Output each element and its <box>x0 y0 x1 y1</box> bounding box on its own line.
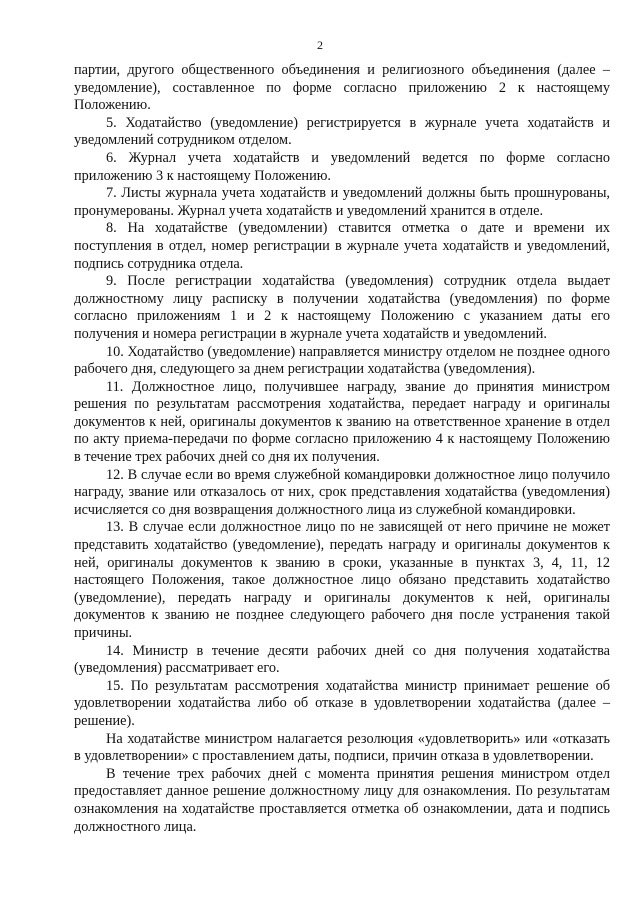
paragraph: На ходатайстве министром налагается резолюция «удовлетворить» или «отказать в удовлетворении» с проставлением даты, подписи, причин отказа в удовлетворении. <box>74 730 610 765</box>
page-number: 2 <box>317 38 323 52</box>
paragraph: партии, другого общественного объединения и религиозного объединения (далее – уведомление), составленное по форме согласно приложению 2 к настоящему Положению. <box>74 62 610 114</box>
document-body <box>74 62 610 836</box>
paragraph: 6. Журнал учета ходатайств и уведомлений ведется по форме согласно приложению 3 к настоящему Положению. <box>74 149 610 184</box>
paragraph: 5. Ходатайство (уведомление) регистрируется в журнале учета ходатайств и уведомлений сотрудником отделом. <box>74 114 610 149</box>
paragraph: 7. Листы журнала учета ходатайств и уведомлений должны быть прошнурованы, пронумерованы. Журнал учета ходатайств и уведомлений хранится в отделе. <box>74 185 610 219</box>
paragraph: 11. Должностное лицо, получившее награду, звание до принятия министром решения по результатам рассмотрения ходатайства, передает награду и оригиналы документов к ней, оригиналы документов к званию на ответственное хранение в отдел по акту приема-передачи по форме согласно приложению 4 к настоящему Положению в течение трех рабочих дней со дня их получения. <box>74 378 610 466</box>
paragraph: 14. Министр в течение десяти рабочих дней со дня получения ходатайства (уведомления) рассматривает его. <box>74 642 610 677</box>
paragraph: В течение трех рабочих дней с момента принятия решения министром отдел предоставляет данное решение должностному лицу для ознакомления. По результатам ознакомления на ходатайстве проставляется отметка об ознакомлении, дата и подпись должностного лица. <box>74 765 610 835</box>
paragraph: 12. В случае если во время служебной командировки должностное лицо получило награду, звание или отказалось от них, срок представления ходатайства (уведомления) исчисляется со дня возвращения должностного лица из служебной командировки. <box>74 466 610 518</box>
paragraph: 8. На ходатайстве (уведомлении) ставится отметка о дате и времени их поступления в отдел, номер регистрации в журнале учета ходатайств и уведомлений, подпись сотрудника отдела. <box>74 220 610 272</box>
paragraph: 13. В случае если должностное лицо по не зависящей от него причине не может представить ходатайство (уведомление), передать награду и оригиналы документов к ней, оригиналы документов к званию в сроки, указанные в пунктах 3, 4, 11, 12 настоящего Положения, такое должностное лицо обязано представить ходатайство (уведомление), передать награду и оригиналы документов к ней, оригиналы документов к званию не позднее следующего рабочего дня после устранения такой причины. <box>74 519 610 641</box>
paragraph: 10. Ходатайство (уведомление) направляется министру отделом не позднее одного рабочего дня, следующего за днем регистрации ходатайства (уведомления). <box>74 343 610 378</box>
paragraph: 9. После регистрации ходатайства (уведомления) сотрудник отдела выдает должностному лицу расписку в получении ходатайства (уведомления) по форме согласно приложениям 1 и 2 к настоящему Положению с указанием даты его получения и номера регистрации в журнале учета ходатайств и уведомлений. <box>74 273 610 342</box>
paragraph: 15. По результатам рассмотрения ходатайства министр принимает решение об удовлетворении ходатайства либо об отказе в удовлетворении ходатайства (далее – решение). <box>74 677 610 729</box>
